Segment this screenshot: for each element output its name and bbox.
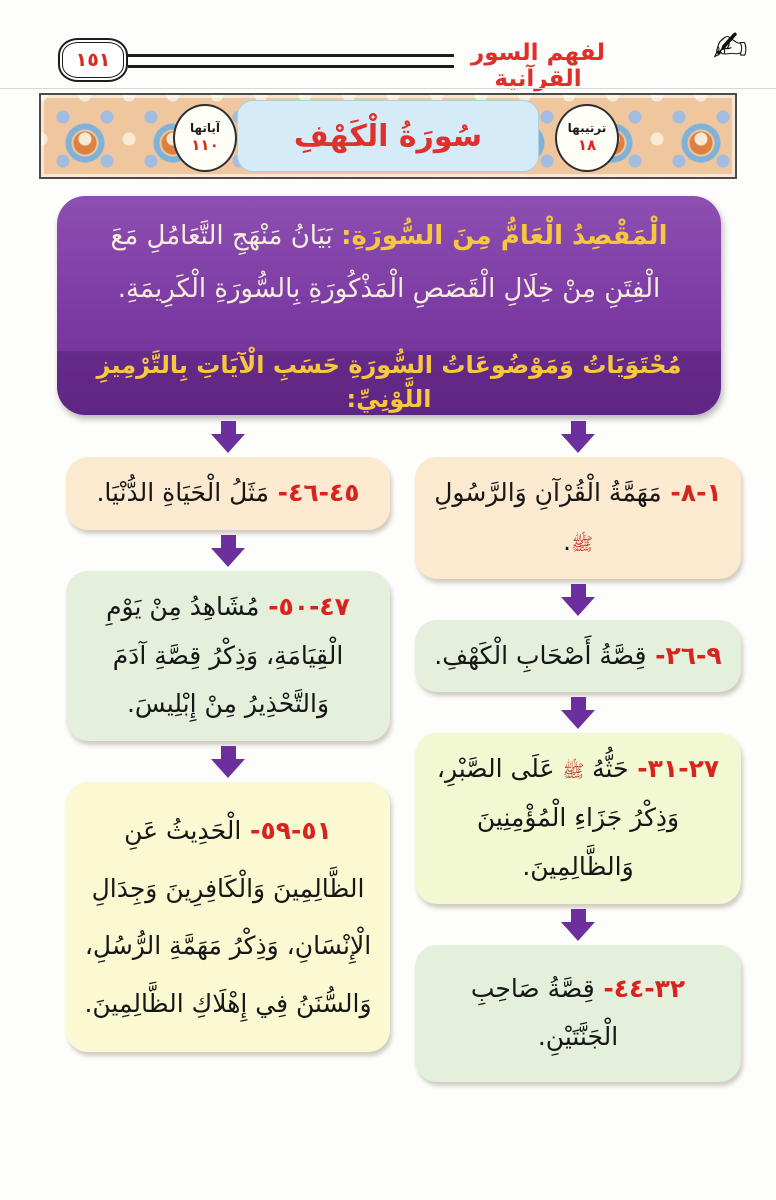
- flow-column-right: [415, 416, 741, 1082]
- flow-down-arrow: [561, 697, 595, 729]
- page-number-badge: [58, 38, 128, 82]
- book-title: لفهم السور القرآنية: [470, 40, 605, 92]
- surah-title-panel: [237, 100, 539, 172]
- flow-column-left: [66, 416, 390, 1052]
- writing-hand-icon: ✍: [712, 22, 748, 71]
- verses-value: ١١٠: [191, 136, 219, 155]
- verse-range: ٥١-٥٩-: [241, 816, 332, 845]
- flow-down-arrow: [211, 746, 245, 778]
- verse-range: ٢٧-٣١-: [628, 754, 720, 784]
- flow-down-arrow: [211, 535, 245, 567]
- verses-label: آياتها: [189, 121, 221, 136]
- contents-heading-strip: [57, 351, 721, 415]
- surah-order-medallion: [555, 104, 619, 172]
- flow-down-arrow: [561, 909, 595, 941]
- verse-range-box: ٩-٢٦- قِصَّةُ أَصْحَابِ الْكَهْفِ.: [415, 620, 741, 693]
- order-value: ١٨: [577, 136, 597, 155]
- verses-count-medallion: [173, 104, 237, 172]
- order-label: ترتيبها: [567, 121, 607, 136]
- header-double-rule: [128, 54, 454, 68]
- verse-range: ٣٢-٤٤-: [594, 973, 686, 1003]
- flow-down-arrow: [211, 421, 245, 453]
- surah-banner: [39, 93, 737, 179]
- page-header: [0, 22, 776, 92]
- page-number: ١٥١: [75, 49, 111, 71]
- purpose-label: الْمَقْصِدُ الْعَامُّ مِنَ السُّورَةِ:: [341, 221, 668, 251]
- contents-heading: مُحْتَوَيَاتُ وَمَوْضُوعَاتُ السُّورَةِ حَسَبِ الْآيَاتِ بِالتَّرْمِيزِ اللَّوْنِيِّ:: [96, 351, 682, 413]
- header-separator: [0, 88, 776, 89]
- verse-range: ٩-٢٦-: [646, 640, 722, 670]
- verse-range: ٤٧-٥٠-: [259, 591, 350, 621]
- flow-down-arrow: [561, 584, 595, 616]
- flow-down-arrow: [561, 421, 595, 453]
- verse-range-box: ١-٨- مَهَمَّةُ الْقُرْآنِ وَالرَّسُولِ ﷺ.: [415, 457, 741, 579]
- surah-title: سُورَةُ الْكَهْفِ: [293, 118, 483, 154]
- purpose-text: بَيَانُ مَنْهَجِ التَّعَامُلِ مَعَ الْفِتَنِ مِنْ خِلَالِ الْقَصَصِ الْمَذْكُورَةِ بِالسُّورَةِ الْكَرِيمَةِ.: [110, 221, 661, 305]
- pbuh-symbol: ﷺ: [562, 761, 585, 783]
- verse-range-box: ٥١-٥٩- الْحَدِيثُ عَنِ الظَّالِمِينَ وَالْكَافِرِينَ وَجِدَالِ الْإِنْسَانِ، وَذِكْرُ مَهَمَّةِ الرُّسُلِ، وَالسُّنَنُ فِي إِهْلَاكِ الظَّالِمِينَ.: [66, 782, 390, 1052]
- pbuh-symbol: ﷺ: [571, 533, 593, 555]
- verse-range-box: ٤٧-٥٠- مُشَاهِدُ مِنْ يَوْمِ الْقِيَامَةِ، وَذِكْرُ قِصَّةِ آدَمَ وَالتَّحْذِيرُ مِنْ إِبْلِيسَ.: [66, 571, 390, 741]
- purpose-paragraph: [57, 196, 721, 317]
- verse-range-box: ٤٥-٤٦- مَثَلُ الْحَيَاةِ الدُّنْيَا.: [66, 457, 390, 530]
- surah-purpose-box: [57, 196, 721, 415]
- verse-range: ٤٥-٤٦-: [268, 478, 360, 507]
- verse-range-box: ٢٧-٣١- حَثُّهُ ﷺ عَلَى الصَّبْرِ، وَذِكْرُ جَزَاءِ الْمُؤْمِنِينَ وَالظَّالِمِينَ.: [415, 733, 741, 903]
- verse-range-box: ٣٢-٤٤- قِصَّةُ صَاحِبِ الْجَنَّتَيْنِ.: [415, 945, 741, 1083]
- verse-range: ١-٨-: [661, 478, 722, 507]
